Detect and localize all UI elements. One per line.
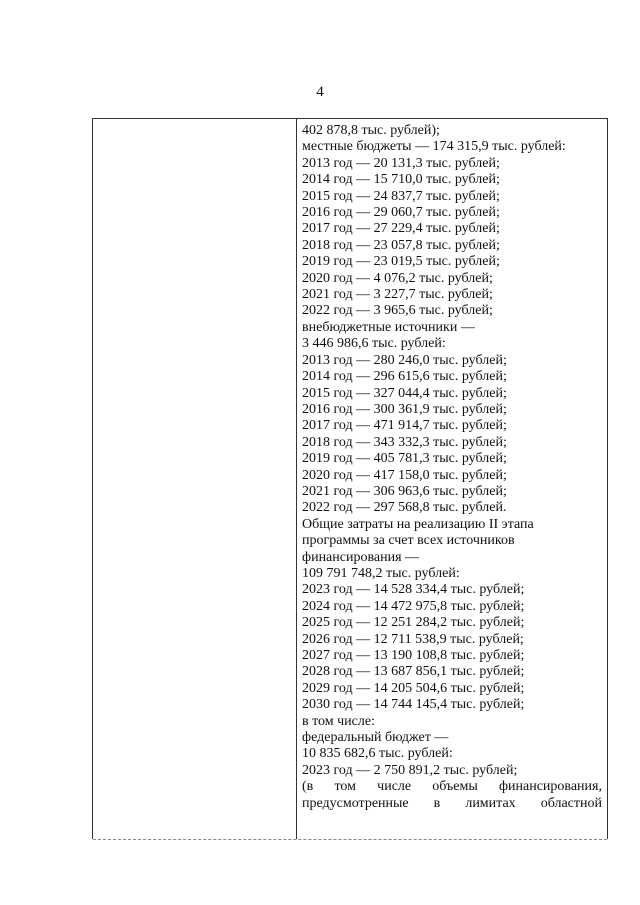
text-line: 2028 год — 13 687 856,1 тыс. рублей; <box>302 664 525 680</box>
text-line: 2027 год — 13 190 108,8 тыс. рублей; <box>302 648 525 663</box>
justified-line <box>302 796 602 812</box>
text-line: в том числе: <box>302 713 375 729</box>
text-line: Общие затраты на реализацию II этапа <box>302 516 534 532</box>
word: областной <box>540 795 602 811</box>
financing-text-cell <box>302 123 602 812</box>
text-line: финансирования — <box>302 549 420 565</box>
text-line: 2018 год — 343 332,3 тыс. рублей; <box>302 434 507 450</box>
text-line: 2023 год — 2 750 891,2 тыс. рублей; <box>302 762 518 778</box>
text-line: программы за счет всех источников <box>302 533 515 549</box>
column-divider <box>296 119 297 839</box>
text-line: 2017 год — 471 914,7 тыс. рублей; <box>302 418 507 434</box>
text-line: 2021 год — 3 227,7 тыс. рублей; <box>302 287 493 303</box>
text-line: федеральный бюджет — <box>302 730 449 746</box>
text-line: 2023 год — 14 528 334,4 тыс. рублей; <box>302 582 525 598</box>
text-line: 2018 год — 23 057,8 тыс. рублей; <box>302 237 500 253</box>
text-line: 109 791 748,2 тыс. рублей: <box>302 565 460 581</box>
word: (в <box>302 779 314 795</box>
word: том <box>334 779 356 795</box>
page-cut-line <box>93 839 607 840</box>
word: финансирования, <box>498 779 602 795</box>
text-line: 2013 год — 20 131,3 тыс. рублей; <box>302 155 500 171</box>
text-line: 2013 год — 280 246,0 тыс. рублей; <box>302 352 507 368</box>
word: в <box>433 795 441 811</box>
justified-line <box>302 779 602 795</box>
text-line: 2015 год — 327 044,4 тыс. рублей; <box>302 385 507 401</box>
text-line: 10 835 682,6 тыс. рублей: <box>302 746 453 762</box>
text-line: 2021 год — 306 963,6 тыс. рублей; <box>302 483 507 499</box>
word: предусмотренные <box>302 795 409 811</box>
text-line: 2016 год — 29 060,7 тыс. рублей; <box>302 205 500 221</box>
text-line: 402 878,8 тыс. рублей); <box>302 123 440 138</box>
text-line: 2020 год — 417 158,0 тыс. рублей; <box>302 467 507 483</box>
text-line: 2026 год — 12 711 538,9 тыс. рублей; <box>302 631 524 647</box>
text-line: 2015 год — 24 837,7 тыс. рублей; <box>302 188 500 204</box>
text-line: 2022 год — 3 965,6 тыс. рублей; <box>302 303 493 319</box>
text-line: 2019 год — 405 781,3 тыс. рублей; <box>302 451 507 467</box>
text-line: 2029 год — 14 205 504,6 тыс. рублей; <box>302 680 525 696</box>
text-line: 2014 год — 296 615,6 тыс. рублей; <box>302 369 507 385</box>
word: лимитах <box>465 795 516 811</box>
text-line: 2020 год — 4 076,2 тыс. рублей; <box>302 270 493 286</box>
text-line: 2019 год — 23 019,5 тыс. рублей; <box>302 254 500 270</box>
text-line: 2030 год — 14 744 145,4 тыс. рублей; <box>302 697 525 713</box>
text-line: 2025 год — 12 251 284,2 тыс. рублей; <box>302 615 525 631</box>
text-line: внебюджетные источники — <box>302 319 475 335</box>
text-line: 2017 год — 27 229,4 тыс. рублей; <box>302 221 500 237</box>
text-line: 2024 год — 14 472 975,8 тыс. рублей; <box>302 598 525 614</box>
financing-table <box>92 118 608 839</box>
text-line: 2014 год — 15 710,0 тыс. рублей; <box>302 172 500 188</box>
text-line: 2022 год — 297 568,8 тыс. рублей. <box>302 500 507 516</box>
word: объемы <box>432 779 478 795</box>
text-line: местные бюджеты — 174 315,9 тыс. рублей: <box>302 139 566 155</box>
text-line: 3 446 986,6 тыс. рублей: <box>302 336 446 352</box>
text-line: 2016 год — 300 361,9 тыс. рублей; <box>302 401 507 417</box>
page-number: 4 <box>316 84 324 100</box>
word: числе <box>377 779 412 795</box>
